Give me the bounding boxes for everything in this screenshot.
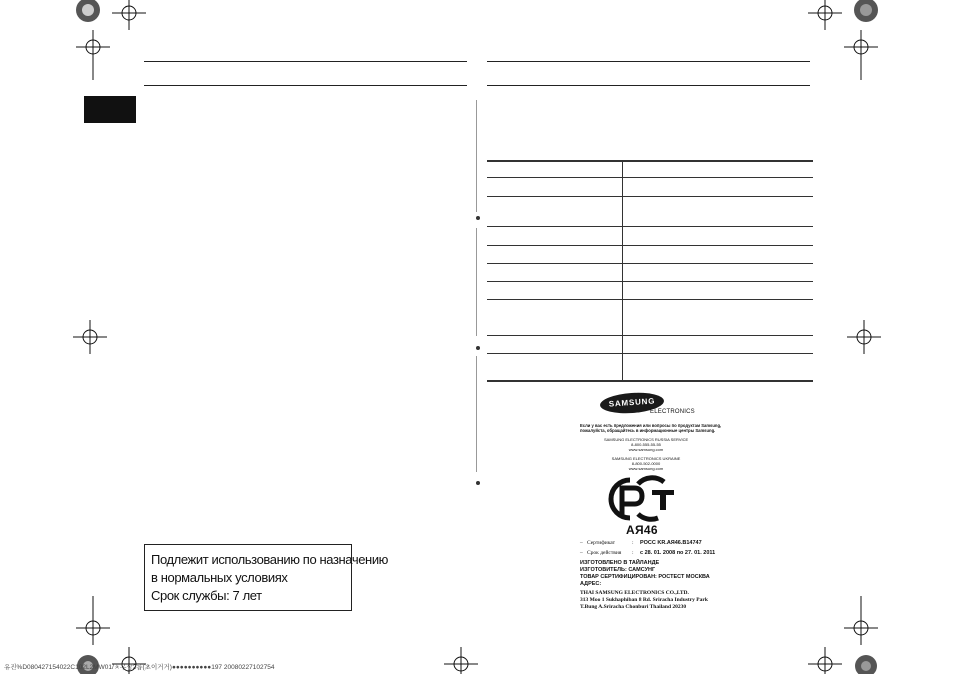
notice-line-1: Подлежит использованию по назначению	[151, 552, 389, 567]
ukraine-service-phone: 8-800-502-0000	[631, 461, 661, 466]
contacts-intro-line-1: Если у вас есть предложения или вопросы по продуктам Samsung,	[580, 423, 722, 428]
center-divider-3	[476, 356, 477, 472]
language-tab	[84, 96, 136, 123]
address-line-2: T.Bung A.Sriracha Chonburi Thailand 20230	[580, 604, 687, 610]
table-column-divider	[622, 160, 623, 382]
electronics-label: ELECTRONICS	[650, 409, 695, 415]
cert-label: Сертификат	[587, 540, 615, 546]
company-name: THAI SAMSUNG ELECTRONICS CO.,LTD.	[580, 590, 689, 596]
cert-bullet-2: –	[580, 550, 583, 556]
russia-service-phone: 8-800-555-55-55	[631, 442, 661, 447]
certification-mark-code: АЯ46	[626, 523, 658, 537]
bullet-1	[476, 216, 480, 220]
table-row	[487, 178, 813, 197]
notice-line-3: Срок службы: 7 лет	[151, 588, 262, 603]
table-row	[487, 246, 813, 264]
russia-service-title: SAMSUNG ELECTRONICS RUSSIA SERVICE	[604, 437, 689, 442]
cert-colon-2: :	[632, 550, 634, 556]
table-row	[487, 282, 813, 300]
right-header-rule-bottom	[487, 85, 810, 86]
file-code-footer: 유진%D080427154022C102L2MW01/ㅊ우상2릅(초이거거)●●●●●●●●●●197 20080227102754	[4, 664, 275, 671]
left-header-rule-bottom	[144, 85, 467, 86]
ukraine-service-web: www.samsung.com	[628, 466, 664, 471]
ukraine-service-title: SAMSUNG ELECTRONICS UKRAINE	[611, 456, 681, 461]
table-row	[487, 300, 813, 336]
center-divider-1	[476, 100, 477, 212]
cert-colon-1: :	[632, 540, 634, 546]
center-divider-2	[476, 228, 477, 336]
cert-bullet-1: –	[580, 540, 583, 546]
specifications-table	[487, 160, 813, 382]
samsung-logo: SAMSUNG	[599, 391, 664, 415]
table-row	[487, 264, 813, 282]
bullet-3	[476, 481, 480, 485]
bullet-2	[476, 346, 480, 350]
notice-line-2: в нормальных условиях	[151, 570, 288, 585]
pct-certification-mark-icon	[608, 474, 678, 524]
certified-by-line: ТОВАР СЕРТИФИЦИРОВАН: РОСТЕСТ МОСКВА	[580, 574, 710, 580]
manufacturer-line: ИЗГОТОВИТЕЛЬ: САМСУНГ	[580, 567, 656, 573]
table-row	[487, 197, 813, 227]
made-in-line: ИЗГОТОВЛЕНО В ТАЙЛАНДЕ	[580, 560, 660, 566]
right-header-rule-top	[487, 61, 810, 62]
service-life-notice	[144, 544, 389, 611]
contacts-intro-line-2: пожалуйста, обращайтесь в информационные центры Samsung.	[580, 428, 716, 433]
table-row	[487, 227, 813, 246]
address-label: АДРЕС:	[580, 581, 602, 587]
validity-label: Срок действия	[587, 550, 622, 556]
table-row	[487, 354, 813, 382]
address-line-1: 313 Moo 1 Sukhaphiban 8 Rd. Sriracha Industry Park	[580, 597, 708, 603]
russia-service-web: www.samsung.com	[628, 447, 664, 452]
cert-number: РОСС KR.АЯ46.В14747	[640, 540, 702, 546]
table-row	[487, 336, 813, 354]
left-header-rule-top	[144, 61, 467, 62]
validity-value: с 28. 01. 2008 по 27. 01. 2011	[640, 550, 716, 556]
table-row	[487, 160, 813, 178]
